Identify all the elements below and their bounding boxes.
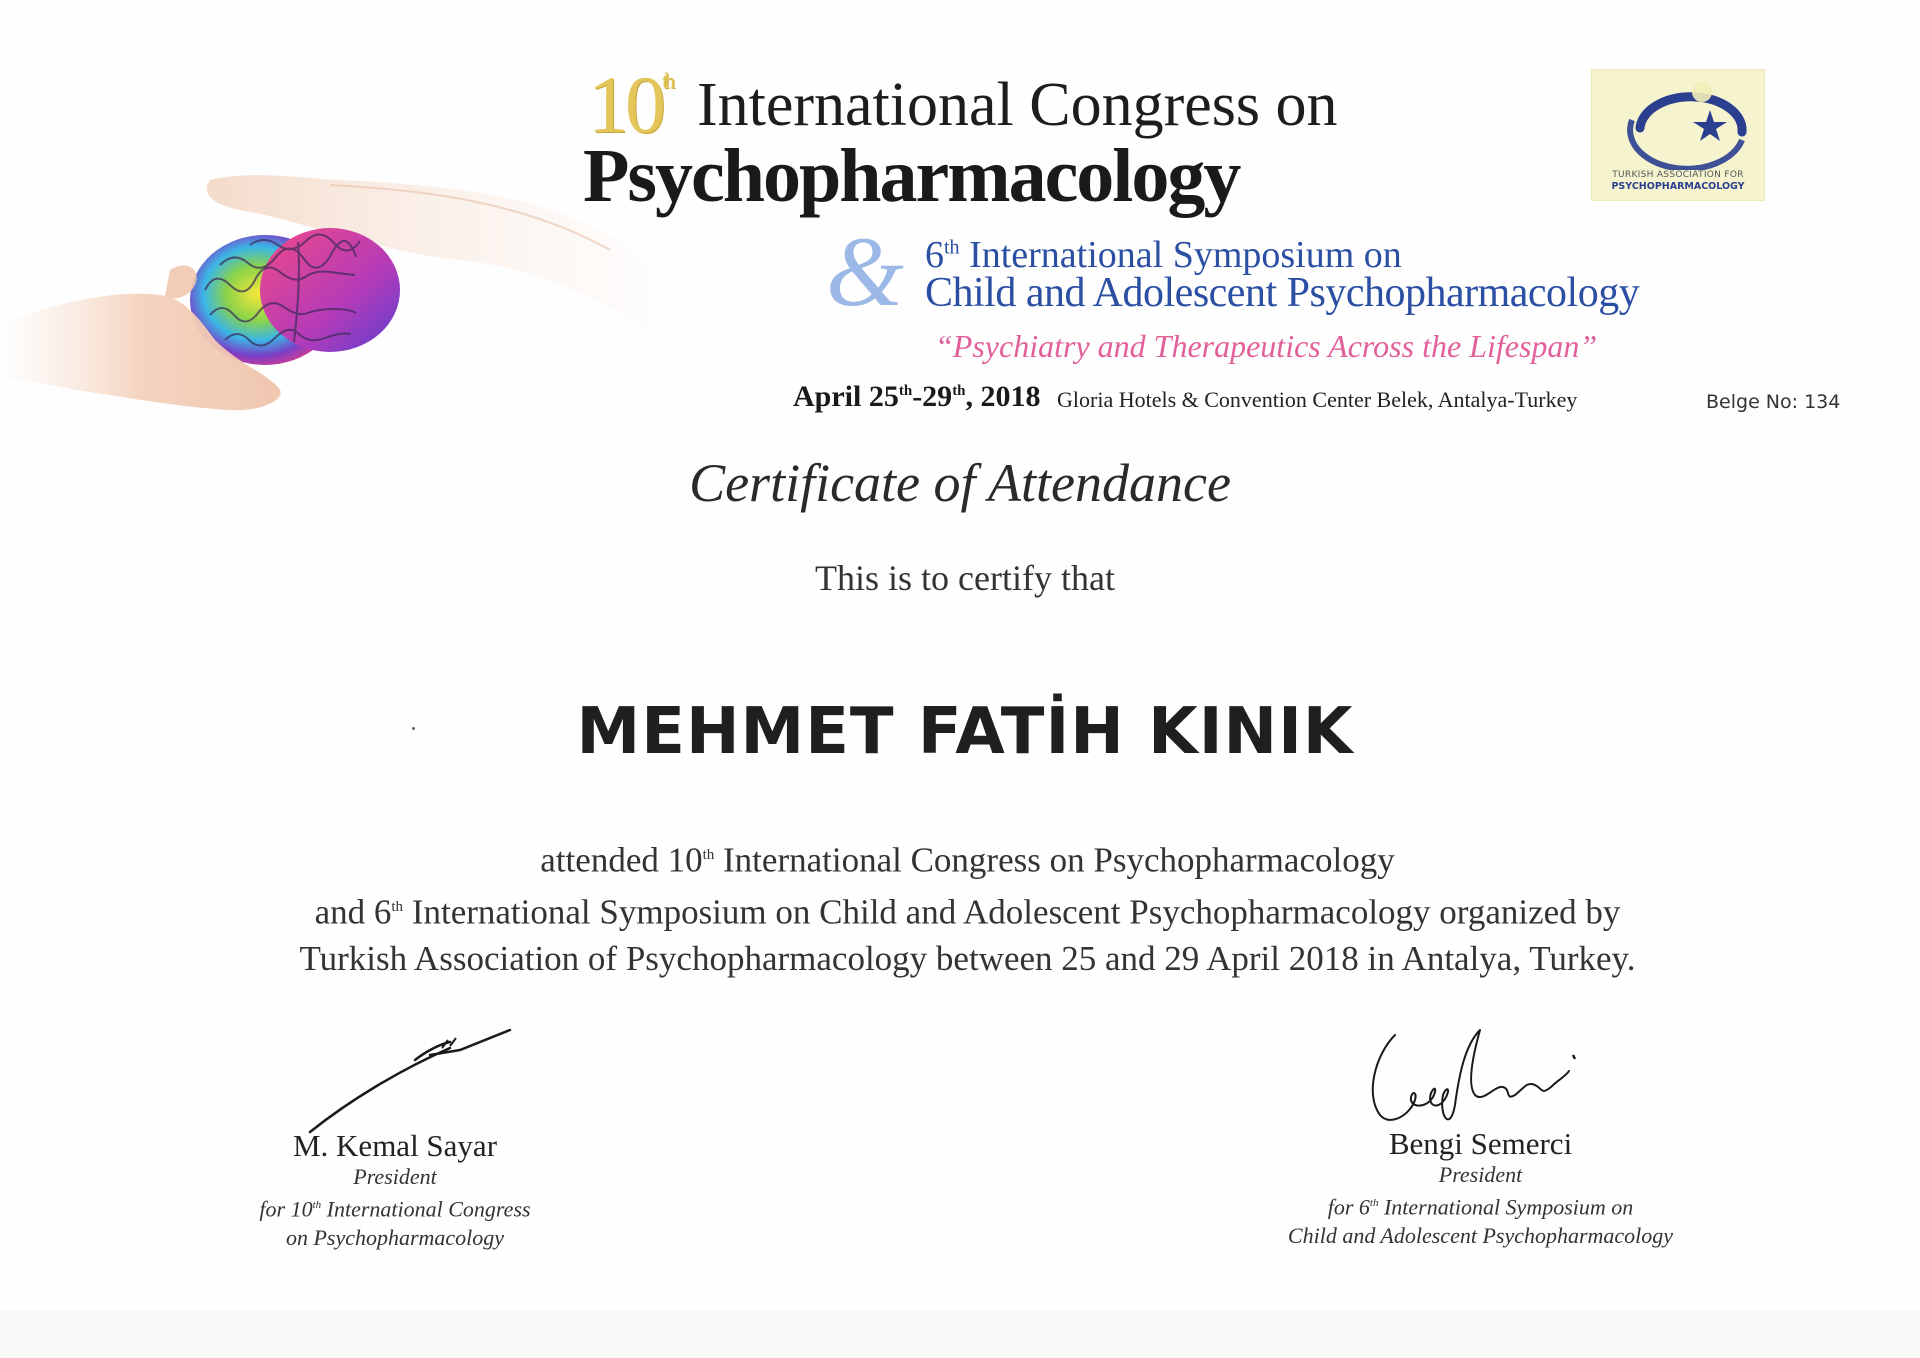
recipient-name: MEHMET FATİH KINIK: [576, 695, 1354, 769]
logo-text-line1: TURKISH ASSOCIATION FOR: [1612, 170, 1744, 180]
certificate-intro: This is to certify that: [815, 558, 1115, 598]
signatory-role-right: President for 6th International Symposium on Child and Adolescent Psychopharmacology: [1287, 1162, 1674, 1249]
crescent-star-icon: [1592, 70, 1764, 170]
ampersand-glyph: &: [826, 216, 904, 327]
certificate-body: [0, 832, 1920, 982]
signatory-name-right: Bengi Semerci: [1388, 1126, 1573, 1161]
body-line-3: Turkish Association of Psychopharmacology between 25 and 29 April 2018 in Antalya, Turkey.: [299, 939, 1636, 979]
signatory-name-left: M. Kemal Sayar: [292, 1128, 498, 1163]
symposium-title-line2: Child and Adolescent Psychopharmacology: [925, 270, 1640, 316]
congress-edition-number: 10th: [588, 59, 672, 150]
congress-title-line1: International Congress on: [697, 71, 1338, 139]
body-line-1: attended 10th International Congress on Psychopharmacology: [540, 840, 1395, 880]
document-number: Belge No: 134: [1706, 391, 1841, 413]
event-dates: April 25th-29th, 2018: [793, 380, 1041, 413]
body-line-2: and 6th International Symposium on Child and Adolescent Psychopharmacology organized by: [314, 892, 1621, 932]
logo-text-line2: PSYCHOPHARMACOLOGY: [1611, 181, 1745, 192]
congress-title-line2: Psychopharmacology: [583, 134, 1240, 218]
event-venue: Gloria Hotels & Convention Center Belek, Antalya-Turkey: [1057, 387, 1578, 412]
bottom-band: [0, 1310, 1920, 1358]
symposium-title-line1: 6th International Symposium on: [925, 234, 1402, 276]
signatory-role-left: President for 10th International Congress on Psychopharmacology: [259, 1164, 531, 1251]
signature-left: [300, 1020, 530, 1140]
association-logo: [1592, 70, 1764, 200]
certificate-title: Certificate of Attendance: [689, 453, 1231, 513]
congress-tagline: “Psychiatry and Therapeutics Across the Lifespan”: [935, 328, 1598, 364]
signature-right: [1355, 1015, 1585, 1140]
